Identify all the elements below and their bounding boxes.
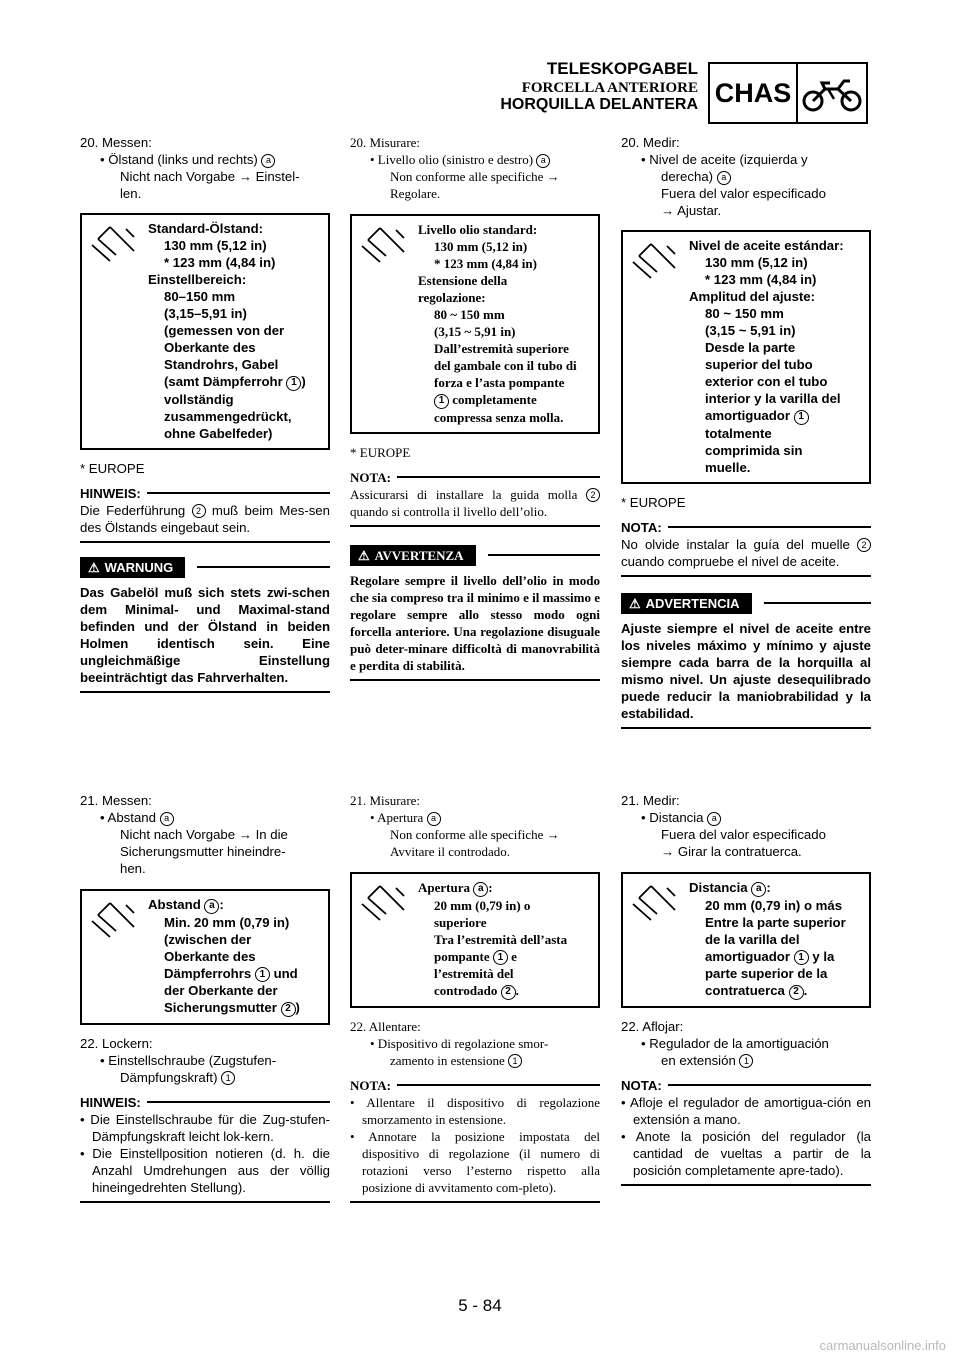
es-spec-box-oil-level xyxy=(621,230,871,484)
spec-title: Apertura xyxy=(418,880,470,895)
es-europe-note: * EUROPE xyxy=(621,494,686,510)
warning-icon: ⚠ xyxy=(629,595,641,611)
spec-line: amortiguador xyxy=(705,408,790,423)
it-spec-box-distance xyxy=(350,872,600,1008)
es-step-20-detail: Fuera del valor especificado xyxy=(661,186,826,201)
spec-line: Min. 20 mm (0,79 in) xyxy=(164,914,290,930)
callout-1: 1 xyxy=(434,394,449,409)
wrench-icon xyxy=(360,884,406,924)
spec-line: compressa senza molla. xyxy=(434,409,564,425)
it-step-21-detail: Non conforme alle specifiche → xyxy=(390,827,560,842)
spec-line: comprimida sin xyxy=(705,442,803,458)
watermark: carmanualsonline.info xyxy=(819,1338,946,1353)
de-step-20-detail: Nicht nach Vorgabe → Einstel- xyxy=(120,169,300,184)
es-step-20-item-2: derecha) xyxy=(661,169,714,184)
es-step-21-detail: Fuera del valor especificado xyxy=(661,827,826,842)
spec-line: exterior con el tubo xyxy=(705,374,828,389)
spec-line: (3,15 ~ 5,91 in) xyxy=(434,324,516,339)
it-warning-header xyxy=(350,545,600,566)
de-step-22-item: • Einstellschraube (Zugstufen- xyxy=(100,1052,277,1068)
callout-2: 2 xyxy=(857,538,871,552)
de-note-header-2 xyxy=(80,1094,330,1111)
callout-a: a xyxy=(707,812,721,826)
es-note-bullet: • Afloje el regulador de amortigua-ción en extensión a mano. xyxy=(621,1094,871,1127)
chapter-badge xyxy=(708,62,868,124)
spec-line: (samt Dämpferrohr xyxy=(164,374,283,389)
it-spec-box-oil-level xyxy=(350,214,600,434)
header-title-it: FORCELLA ANTERIORE xyxy=(521,80,698,96)
de-note-bullet: • Die Einstellposition notieren (d. h. die Anzahl Umdrehungen aus der völlig hineingedrehten Stellung). xyxy=(80,1145,330,1195)
de-step-21: 21. Messen: xyxy=(80,793,152,808)
de-note-text-2: muß beim Mes-sen des Ölstands eingebaut sein. xyxy=(80,502,330,535)
spec-line: . xyxy=(803,983,808,998)
spec-line: (3,15 ~ 5,91 in) xyxy=(705,323,796,338)
page-number: 5 - 84 xyxy=(458,1296,502,1315)
callout-a: a xyxy=(160,812,174,826)
wrench-icon xyxy=(90,901,136,941)
note-label: HINWEIS: xyxy=(80,485,141,501)
spec-line: Desde la parte xyxy=(705,340,796,355)
it-note-header-2 xyxy=(350,1077,600,1094)
it-step-21-item: • Apertura xyxy=(370,810,424,825)
callout-1: 1 xyxy=(493,950,508,965)
it-step-21: 21. Misurare: xyxy=(350,793,421,808)
es-spec-box-distance xyxy=(621,872,871,1008)
spec-line: Livello olio standard: xyxy=(418,222,538,237)
note-label: NOTA: xyxy=(350,1077,391,1093)
spec-line: forza e l’asta pompante xyxy=(434,375,565,390)
chapter-label: CHAS xyxy=(710,64,798,122)
spec-line: ) xyxy=(295,1000,300,1015)
spec-line: (zwischen der xyxy=(164,931,252,947)
callout-a: a xyxy=(536,154,550,168)
spec-line: Amplitud del ajuste: xyxy=(689,289,816,304)
it-step-20: 20. Misurare: xyxy=(350,135,421,150)
spec-title: Abstand xyxy=(148,897,201,912)
warning-label: WARNUNG xyxy=(104,559,174,575)
de-section-21-22 xyxy=(80,792,330,1203)
spec-line: und xyxy=(273,965,298,981)
warning-label: ADVERTENCIA xyxy=(645,595,740,611)
callout-a: a xyxy=(427,812,441,826)
spec-line: Tra l’estremità dell’asta xyxy=(434,931,568,947)
spec-line: totalmente xyxy=(705,425,772,441)
spec-line: 20 mm (0,79 in) o xyxy=(434,897,531,913)
spec-line: Standard-Ölstand: xyxy=(148,221,264,236)
it-step-22-item: • Dispositivo di regolazione smor- xyxy=(370,1035,549,1051)
callout-1: 1 xyxy=(794,410,809,425)
de-step-21-detail: Nicht nach Vorgabe → In die xyxy=(120,827,288,842)
de-spec-box-distance xyxy=(80,889,330,1025)
spec-title-end: : xyxy=(219,897,224,912)
spec-line: Estensione della xyxy=(418,273,508,288)
it-section-20 xyxy=(350,134,600,681)
de-warning-text: Das Gabelöl muß sich stets zwi-schen dem Minimal- und Maximal-stand befinden und der Ölstand in beiden Holmen identisch sein. Eine ungleichmäßige Einstellung beeinträchtigt das Fahrverhalten. xyxy=(80,584,330,685)
de-note-header xyxy=(80,485,330,502)
callout-1: 1 xyxy=(286,376,301,391)
spec-line: * 123 mm (4,84 in) xyxy=(164,255,276,270)
spec-title: Distancia xyxy=(689,880,748,895)
wrench-icon xyxy=(360,226,406,266)
callout-a: a xyxy=(204,899,219,914)
es-note-bullet: • Anote la posición del regulador (la cantidad de vueltas a partir de la posición completamente apre-tado). xyxy=(621,1128,871,1178)
de-step-22-item-2: Dämpfungskraft) xyxy=(120,1069,218,1085)
es-step-22-item-2: en extensión xyxy=(661,1052,736,1068)
spec-line: Oberkante des xyxy=(164,340,256,355)
spec-line: Oberkante des xyxy=(164,948,256,964)
note-label: NOTA: xyxy=(621,1077,662,1093)
spec-title-end: : xyxy=(766,880,771,895)
callout-1: 1 xyxy=(255,967,270,982)
es-step-22: 22. Aflojar: xyxy=(621,1018,684,1034)
es-note-text-2: cuando compruebe el nivel de aceite. xyxy=(621,553,840,569)
wrench-icon xyxy=(90,225,136,265)
callout-2: 2 xyxy=(586,488,600,502)
spec-line: Dämpferrohrs xyxy=(164,965,252,981)
spec-line: e xyxy=(511,948,517,964)
de-step-20-detail-2: len. xyxy=(120,186,142,201)
header-title-es: HORQUILLA DELANTERA xyxy=(500,96,698,113)
spec-line: del gambale con il tubo di xyxy=(434,358,577,373)
de-spec-box-oil-level: Standard-Ölstand: 130 mm (5,12 in) * 123 mm (4,84 in) Einstellbereich: 80–150 mm (3,15–5,91 in) (gemessen von der Oberkante des Standrohrs, Gabel (samt Dämpferrohr 1 ) vollständig zusammengedrückt, ohne Gabelfeder) xyxy=(80,213,330,450)
spec-line: regolazione: xyxy=(418,290,486,305)
spec-line: zusammengedrückt, xyxy=(164,408,292,424)
note-label: NOTA: xyxy=(621,519,662,535)
es-warning-header xyxy=(621,593,871,614)
spec-line: y la xyxy=(812,948,835,964)
spec-line: completamente xyxy=(452,392,537,407)
it-note-header xyxy=(350,469,600,486)
de-step-22: 22. Lockern: xyxy=(80,1035,153,1051)
de-europe-note: * EUROPE xyxy=(80,460,145,476)
callout-1: 1 xyxy=(508,1054,522,1068)
spec-line: (3,15–5,91 in) xyxy=(164,306,247,321)
spec-line: 130 mm (5,12 in) xyxy=(434,239,528,254)
callout-a: a xyxy=(717,171,731,185)
spec-line: * 123 mm (4,84 in) xyxy=(434,256,537,271)
spec-line: Entre la parte superior xyxy=(705,914,846,930)
es-warning-text: Ajuste siempre el nivel de aceite entre los niveles máximo y mínimo y ajuste siempre cada barra de la horquilla al mismo nivel. Un ajuste desequilibrado puede reducir la maniobrabilidad y la estabilidad. xyxy=(621,620,871,721)
de-section-20 xyxy=(80,134,330,693)
spec-line: interior y la varilla del xyxy=(705,391,841,406)
warning-icon: ⚠ xyxy=(358,547,370,563)
es-step-21: 21. Medir: xyxy=(621,793,680,808)
it-note-text: Assicurarsi di installare la guida molla xyxy=(350,486,578,502)
spec-line: pompante xyxy=(434,948,490,964)
warning-label: AVVERTENZA xyxy=(374,547,464,563)
callout-a: a xyxy=(261,154,275,168)
warning-icon: ⚠ xyxy=(88,559,100,575)
spec-line: 80–150 mm xyxy=(164,289,236,304)
es-note-header xyxy=(621,519,871,536)
it-step-22: 22. Allentare: xyxy=(350,1018,421,1034)
es-step-21-detail-2: → Girar la contratuerca. xyxy=(661,844,802,859)
es-section-20 xyxy=(621,134,871,729)
spec-line: (gemessen von der xyxy=(164,323,285,338)
it-step-20-item: • Livello olio (sinistro e destro) xyxy=(370,152,534,167)
es-note-text: No olvide instalar la guía del muelle xyxy=(621,536,850,552)
es-section-21-22 xyxy=(621,792,871,1186)
spec-line: * 123 mm (4,84 in) xyxy=(705,272,817,287)
it-note-bullet: • Allentare il dispositivo di regolazione smorzamento in estensione. xyxy=(350,1094,600,1127)
de-step-20: 20. Messen: xyxy=(80,135,152,150)
es-step-20-item: • Nivel de aceite (izquierda y xyxy=(641,152,808,167)
callout-1: 1 xyxy=(221,1071,235,1085)
it-europe-note: * EUROPE xyxy=(350,444,411,460)
spec-line: superiore xyxy=(434,914,487,930)
spec-line: Nivel de aceite estándar: xyxy=(689,238,844,253)
de-warning-header xyxy=(80,557,330,578)
header-title-de: TELESKOPGABEL xyxy=(546,59,698,78)
spec-line: 130 mm (5,12 in) xyxy=(705,255,808,270)
spec-line: 80 ~ 150 mm xyxy=(434,307,505,322)
callout-2: 2 xyxy=(501,985,516,1000)
spec-line: muelle. xyxy=(705,459,751,475)
spec-line: l’estremità del xyxy=(434,966,514,981)
spec-line: . xyxy=(515,983,519,998)
it-note-bullet: • Annotare la posizione impostata del dispositivo di regolazione (il numero di rotazioni verso l’esterno rispetto alla posizione di avvitamento com-pleto). xyxy=(350,1128,600,1195)
it-step-20-detail: Non conforme alle specifiche → xyxy=(390,169,560,184)
note-label: NOTA: xyxy=(350,469,391,485)
spec-line: Standrohrs, Gabel xyxy=(164,357,279,372)
it-step-20-detail-2: Regolare. xyxy=(390,186,441,201)
it-step-22-item-2: zamento in estensione xyxy=(390,1052,505,1068)
motorcycle-icon xyxy=(798,64,866,122)
spec-line: ohne Gabelfeder) xyxy=(164,425,273,441)
callout-1: 1 xyxy=(794,950,809,965)
spec-line: der Oberkante der xyxy=(164,983,278,998)
spec-line: 80 ~ 150 mm xyxy=(705,306,784,321)
spec-line: contratuerca xyxy=(705,983,785,998)
callout-a: a xyxy=(751,882,766,897)
de-note-text: Die Federführung xyxy=(80,502,186,518)
spec-line: de la varilla del xyxy=(705,931,800,947)
it-section-21-22 xyxy=(350,792,600,1203)
wrench-icon xyxy=(631,242,677,282)
spec-line: parte superior de la xyxy=(705,966,828,981)
es-step-22-item: • Regulador de la amortiguación xyxy=(641,1035,829,1051)
spec-line: 20 mm (0,79 in) o más xyxy=(705,897,843,913)
callout-2: 2 xyxy=(192,504,206,518)
es-step-20-detail-2: → Ajustar. xyxy=(661,203,722,218)
spec-line: controdado xyxy=(434,983,498,998)
de-note-bullet: • Die Einstellschraube für die Zug-stufen-Dämpfungskraft leicht lok-kern. xyxy=(80,1111,330,1144)
spec-line: 130 mm (5,12 in) xyxy=(164,238,267,253)
spec-line: vollständig xyxy=(164,391,234,407)
es-step-20: 20. Medir: xyxy=(621,135,680,150)
callout-1: 1 xyxy=(739,1054,753,1068)
de-step-21-detail-2: Sicherungsmutter hineindre- xyxy=(120,844,286,859)
spec-title-end: : xyxy=(488,880,493,895)
es-note-header-2 xyxy=(621,1077,871,1094)
callout-2: 2 xyxy=(789,985,804,1000)
spec-line: superior del tubo xyxy=(705,357,813,372)
de-step-20-item: • Ölstand (links und rechts) xyxy=(100,152,258,167)
it-note-text-2: quando si controlla il livello dell’olio. xyxy=(350,503,548,519)
note-label: HINWEIS: xyxy=(80,1094,141,1110)
es-step-21-item: • Distancia xyxy=(641,810,704,825)
callout-a: a xyxy=(473,882,488,897)
it-warning-text: Regolare sempre il livello dell’olio in modo che sia compreso tra il minimo e il massimo e regolare sempre allo stesso modo ogni forcella anteriore. Una regolazione disuguale può deter-minare difficoltà di manovrabilità e perdita di stabilità. xyxy=(350,572,600,673)
de-step-21-item: • Abstand xyxy=(100,810,156,825)
it-step-21-detail-2: Avvitare il controdado. xyxy=(390,844,510,859)
spec-line: amortiguador xyxy=(705,948,790,964)
wrench-icon xyxy=(631,884,677,924)
spec-line: Einstellbereich: xyxy=(148,272,247,287)
spec-line: Dall’estremità superiore xyxy=(434,341,569,356)
spec-line: Sicherungsmutter xyxy=(164,1000,277,1015)
callout-2: 2 xyxy=(281,1002,296,1017)
de-step-21-detail-3: hen. xyxy=(120,861,146,876)
